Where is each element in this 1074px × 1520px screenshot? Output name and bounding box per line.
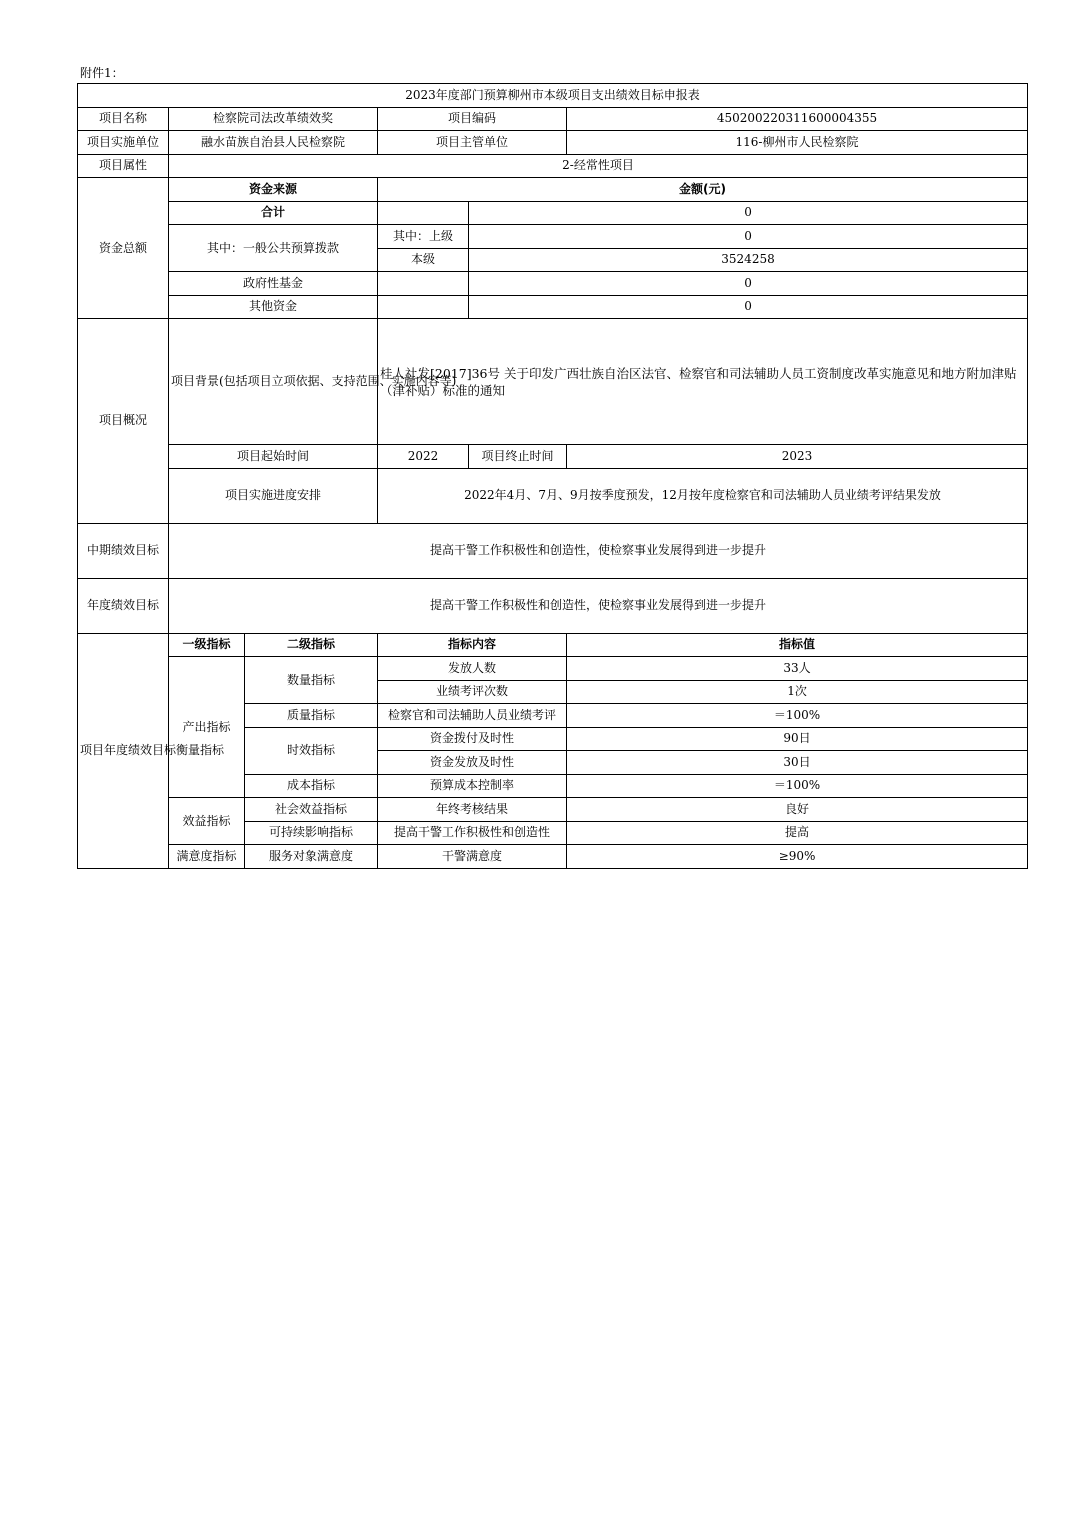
- background-text: 桂人社发[2017]36号 关于印发广西壮族自治区法官、检察官和司法辅助人员工资制度改革实施意见和地方附加津贴（津补贴）标准的通知: [378, 319, 1028, 445]
- end-value: 2023: [567, 445, 1028, 469]
- overview-section-label: 项目概况: [78, 319, 169, 524]
- mid-goal-label: 中期绩效目标: [78, 523, 169, 578]
- funds-empty-cell: [378, 201, 469, 225]
- funds-empty-cell: [378, 272, 469, 296]
- schedule-label: 项目实施进度安排: [169, 468, 378, 523]
- row-attribute: [78, 154, 1028, 178]
- cost-indicator-label: 成本指标: [245, 774, 378, 798]
- form-title: 2023年度部门预算柳州市本级项目支出绩效目标申报表: [78, 84, 1028, 108]
- performance-target-form: [77, 83, 1028, 869]
- service-indicator-label: 服务对象满意度: [245, 845, 378, 869]
- indicator-value: 良好: [567, 798, 1028, 822]
- start-label: 项目起始时间: [169, 445, 378, 469]
- project-code-label: 项目编码: [378, 107, 567, 131]
- indicator-value: 1次: [567, 680, 1028, 704]
- indicator-content: 资金拨付及时性: [378, 727, 567, 751]
- quantity-indicator-label: 数量指标: [245, 657, 378, 704]
- sustain-indicator-label: 可持续影响指标: [245, 821, 378, 845]
- indicator-header-value: 指标值: [567, 633, 1028, 657]
- social-indicator-label: 社会效益指标: [245, 798, 378, 822]
- indicator-header-level2: 二级指标: [245, 633, 378, 657]
- schedule-text: 2022年4月、7月、9月按季度预发，12月按年度检察官和司法辅助人员业绩考评结果发放: [378, 468, 1028, 523]
- supervisor-label: 项目主管单位: [378, 131, 567, 155]
- indicator-content: 业绩考评次数: [378, 680, 567, 704]
- attachment-label: 附件1：: [80, 66, 124, 80]
- funds-empty-cell: [378, 295, 469, 319]
- satisfaction-indicator-label: 满意度指标: [169, 845, 245, 869]
- funds-other-value: 0: [469, 295, 1028, 319]
- indicator-content: 年终考核结果: [378, 798, 567, 822]
- supervisor: 116-柳州市人民检察院: [567, 131, 1028, 155]
- indicator-value: 提高: [567, 821, 1028, 845]
- funds-total-label: 合计: [169, 201, 378, 225]
- attribute: 2-经常性项目: [169, 154, 1028, 178]
- funds-local-label: 本级: [378, 248, 469, 272]
- indicator-content: 发放人数: [378, 657, 567, 681]
- indicators-section-label: 项目年度绩效目标衡量指标: [78, 633, 169, 868]
- indicator-content: 提高干警工作积极性和创造性: [378, 821, 567, 845]
- row-project-name: [78, 107, 1028, 131]
- indicator-value: ＝100%: [567, 704, 1028, 728]
- benefit-indicator-label: 效益指标: [169, 798, 245, 845]
- background-label: 项目背景(包括项目立项依据、支持范围、实施内容等): [169, 319, 378, 445]
- output-indicator-label: 产出指标: [169, 657, 245, 798]
- indicator-content: 检察官和司法辅助人员业绩考评: [378, 704, 567, 728]
- funds-amount-header: 金额(元): [378, 178, 1028, 202]
- funds-total-value: 0: [469, 201, 1028, 225]
- funds-section-label: 资金总额: [78, 178, 169, 319]
- impl-unit: 融水苗族自治县人民检察院: [169, 131, 378, 155]
- funds-local-value: 3524258: [469, 248, 1028, 272]
- annual-goal-text: 提高干警工作积极性和创造性，使检察事业发展得到进一步提升: [169, 578, 1028, 633]
- indicator-value: 33人: [567, 657, 1028, 681]
- indicator-value: 30日: [567, 751, 1028, 775]
- indicator-content: 预算成本控制率: [378, 774, 567, 798]
- funds-gov-fund-value: 0: [469, 272, 1028, 296]
- indicator-value: ≥90%: [567, 845, 1028, 869]
- annual-goal-label: 年度绩效目标: [78, 578, 169, 633]
- indicator-content: 资金发放及时性: [378, 751, 567, 775]
- funds-gov-fund-label: 政府性基金: [169, 272, 378, 296]
- end-label: 项目终止时间: [469, 445, 567, 469]
- start-value: 2022: [378, 445, 469, 469]
- funds-upper-value: 0: [469, 225, 1028, 249]
- funds-general-label: 其中：一般公共预算拨款: [169, 225, 378, 272]
- row-impl-unit: [78, 131, 1028, 155]
- impl-unit-label: 项目实施单位: [78, 131, 169, 155]
- indicator-header-level1: 一级指标: [169, 633, 245, 657]
- indicator-content: 干警满意度: [378, 845, 567, 869]
- funds-source-header: 资金来源: [169, 178, 378, 202]
- project-name: 检察院司法改革绩效奖: [169, 107, 378, 131]
- mid-goal-text: 提高干警工作积极性和创造性，使检察事业发展得到进一步提升: [169, 523, 1028, 578]
- indicator-value: ＝100%: [567, 774, 1028, 798]
- funds-other-label: 其他资金: [169, 295, 378, 319]
- indicator-value: 90日: [567, 727, 1028, 751]
- time-indicator-label: 时效指标: [245, 727, 378, 774]
- indicator-header-content: 指标内容: [378, 633, 567, 657]
- quality-indicator-label: 质量指标: [245, 704, 378, 728]
- project-name-label: 项目名称: [78, 107, 169, 131]
- attribute-label: 项目属性: [78, 154, 169, 178]
- funds-upper-label: 其中：上级: [378, 225, 469, 249]
- project-code: 450200220311600004355: [567, 107, 1028, 131]
